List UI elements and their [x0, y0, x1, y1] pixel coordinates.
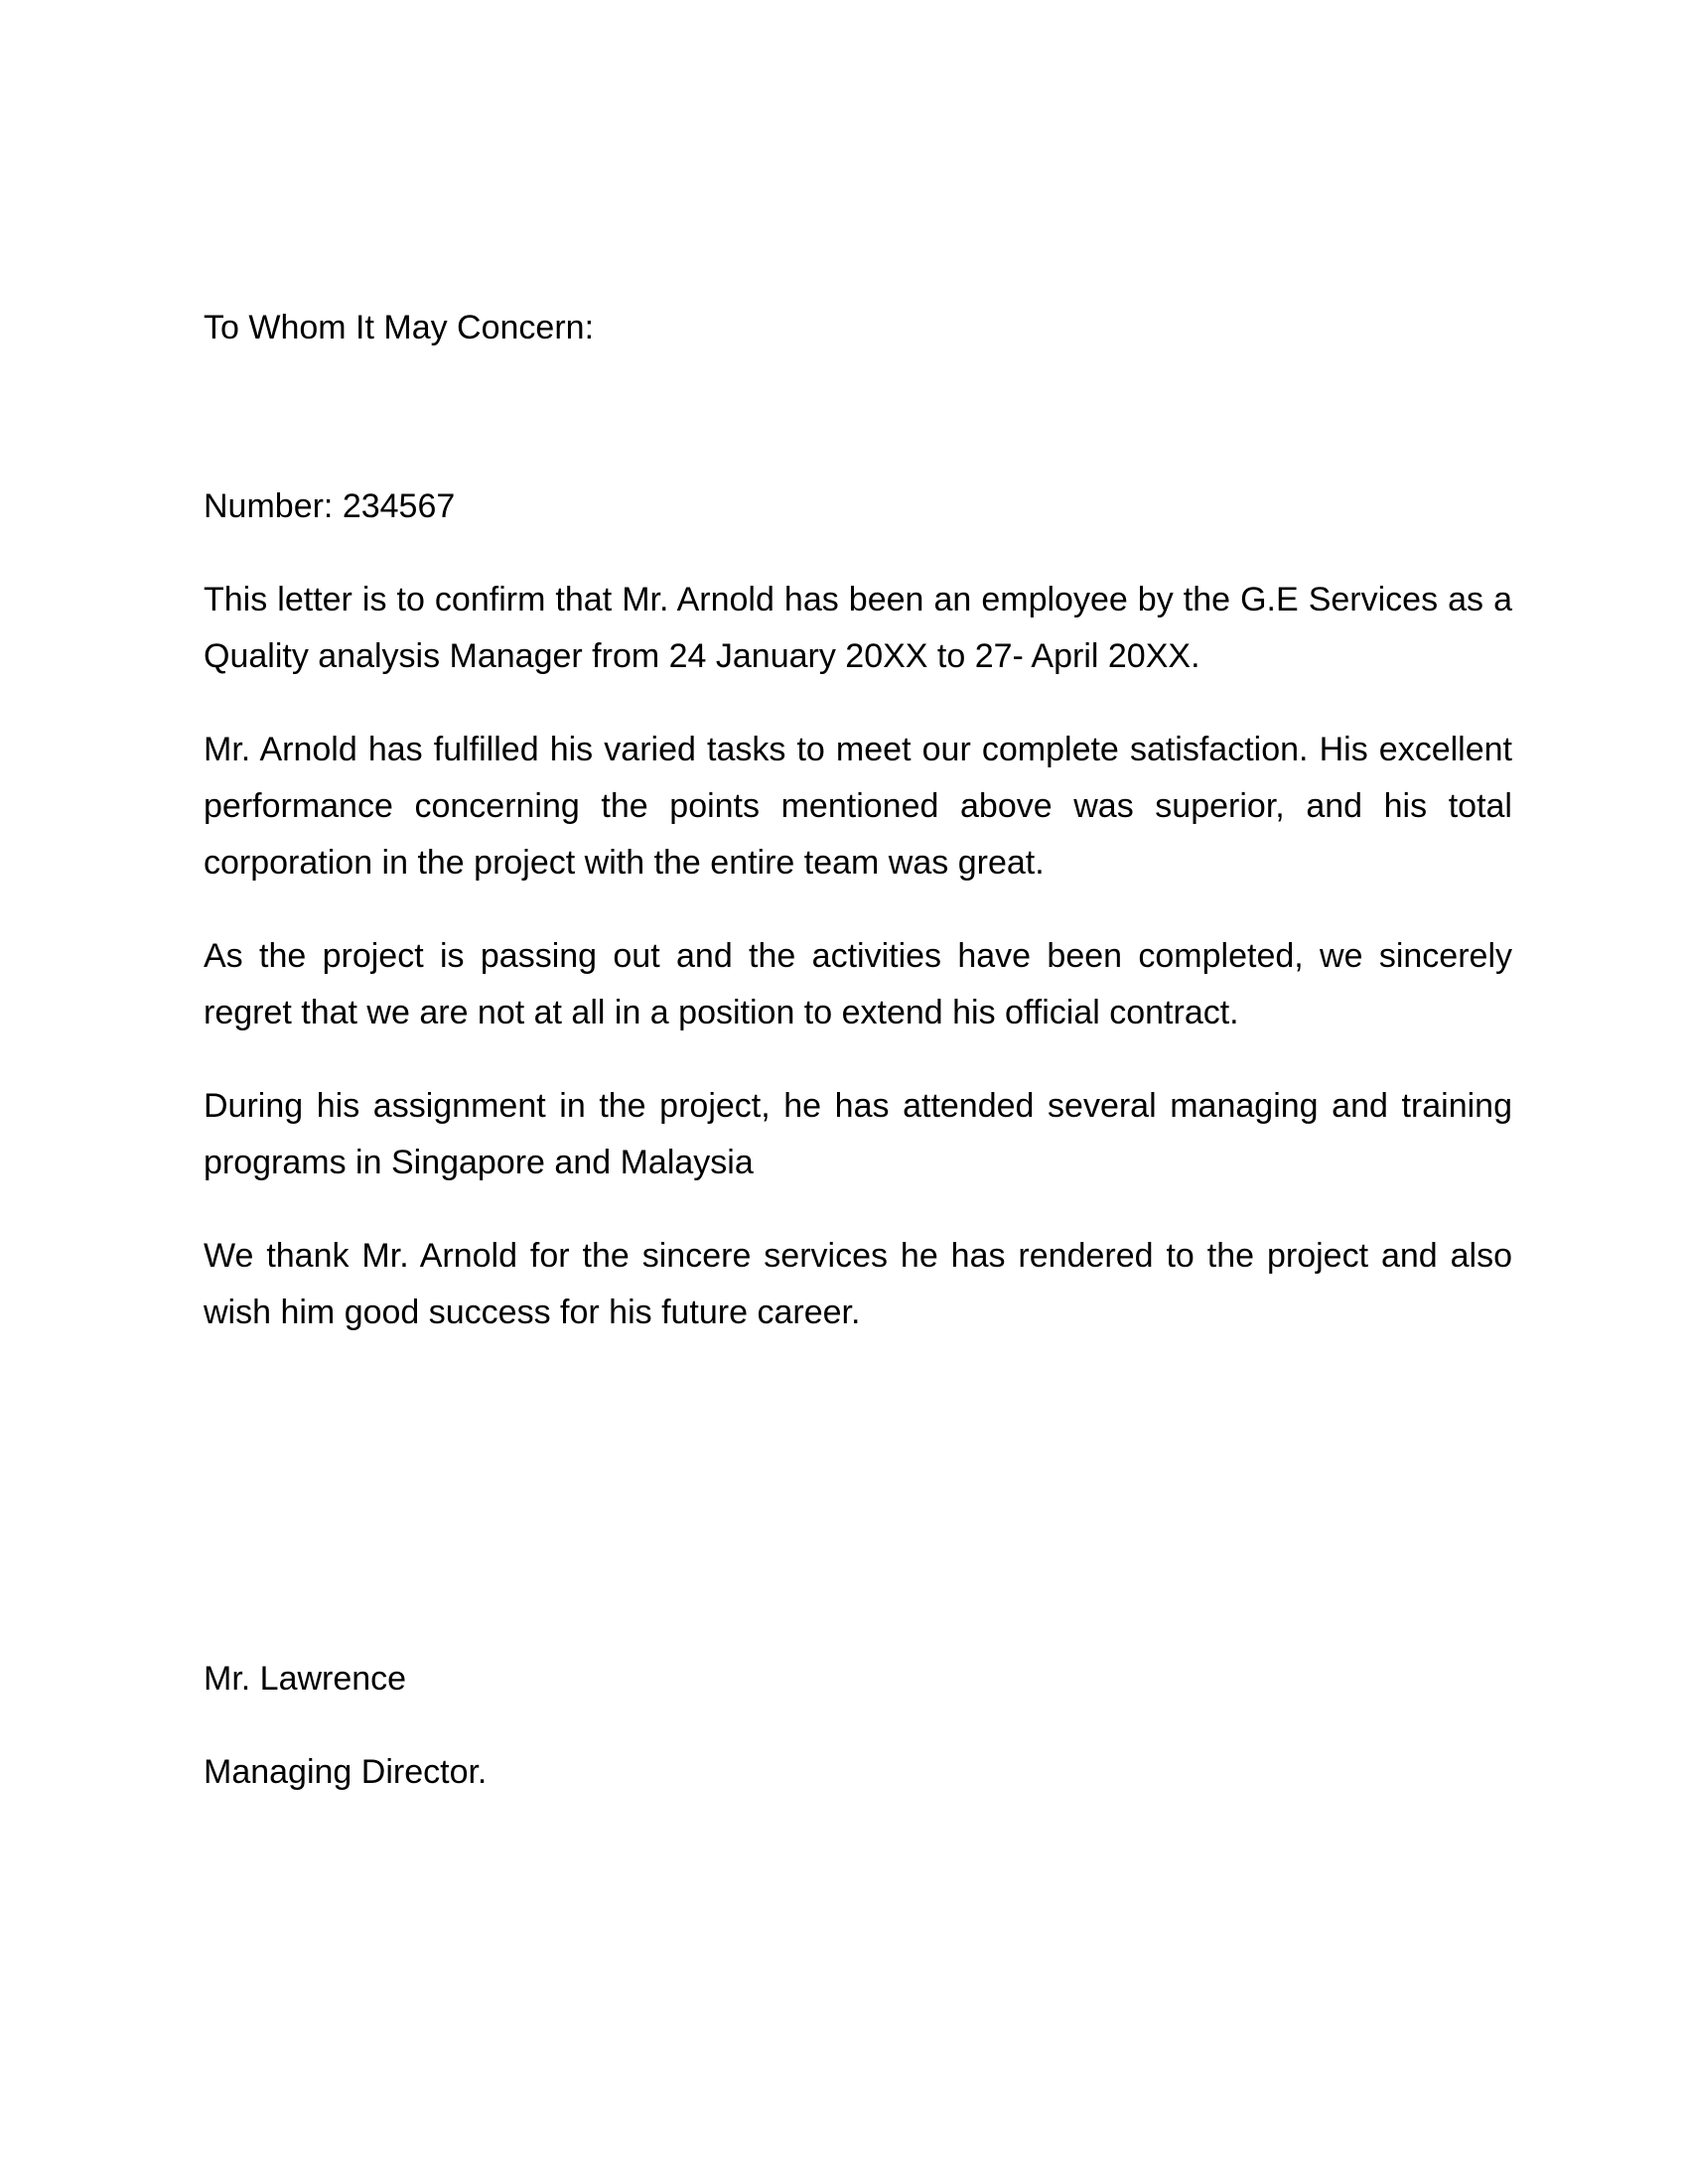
letter-paragraph-training: During his assignment in the project, he has attended several managing and training programs in Singapore and Malaysia — [204, 1087, 1512, 1181]
signature-name: Mr. Lawrence — [204, 1660, 407, 1698]
salutation-line: To Whom It May Concern: — [204, 309, 595, 346]
signature-title: Managing Director. — [204, 1753, 488, 1791]
letter-paragraph-employment-confirmation: This letter is to confirm that Mr. Arnold has been an employee by the G.E Services as a Quality analysis Manager from 24 January 20XX to 27- April 20XX. — [204, 581, 1512, 675]
letter-paragraph-contract-end: As the project is passing out and the activities have been completed, we sincerely regret that we are not at all in a position to extend his official contract. — [204, 937, 1512, 1031]
reference-number-line: Number: 234567 — [204, 487, 456, 525]
letter-paragraph-thanks: We thank Mr. Arnold for the sincere services he has rendered to the project and also wish him good success for his future career. — [204, 1237, 1512, 1331]
letter-paragraph-performance: Mr. Arnold has fulfilled his varied tasks to meet our complete satisfaction. His excellent performance concerning the points mentioned above was superior, and his total corporation in the project with the entire team was great. — [204, 731, 1512, 882]
